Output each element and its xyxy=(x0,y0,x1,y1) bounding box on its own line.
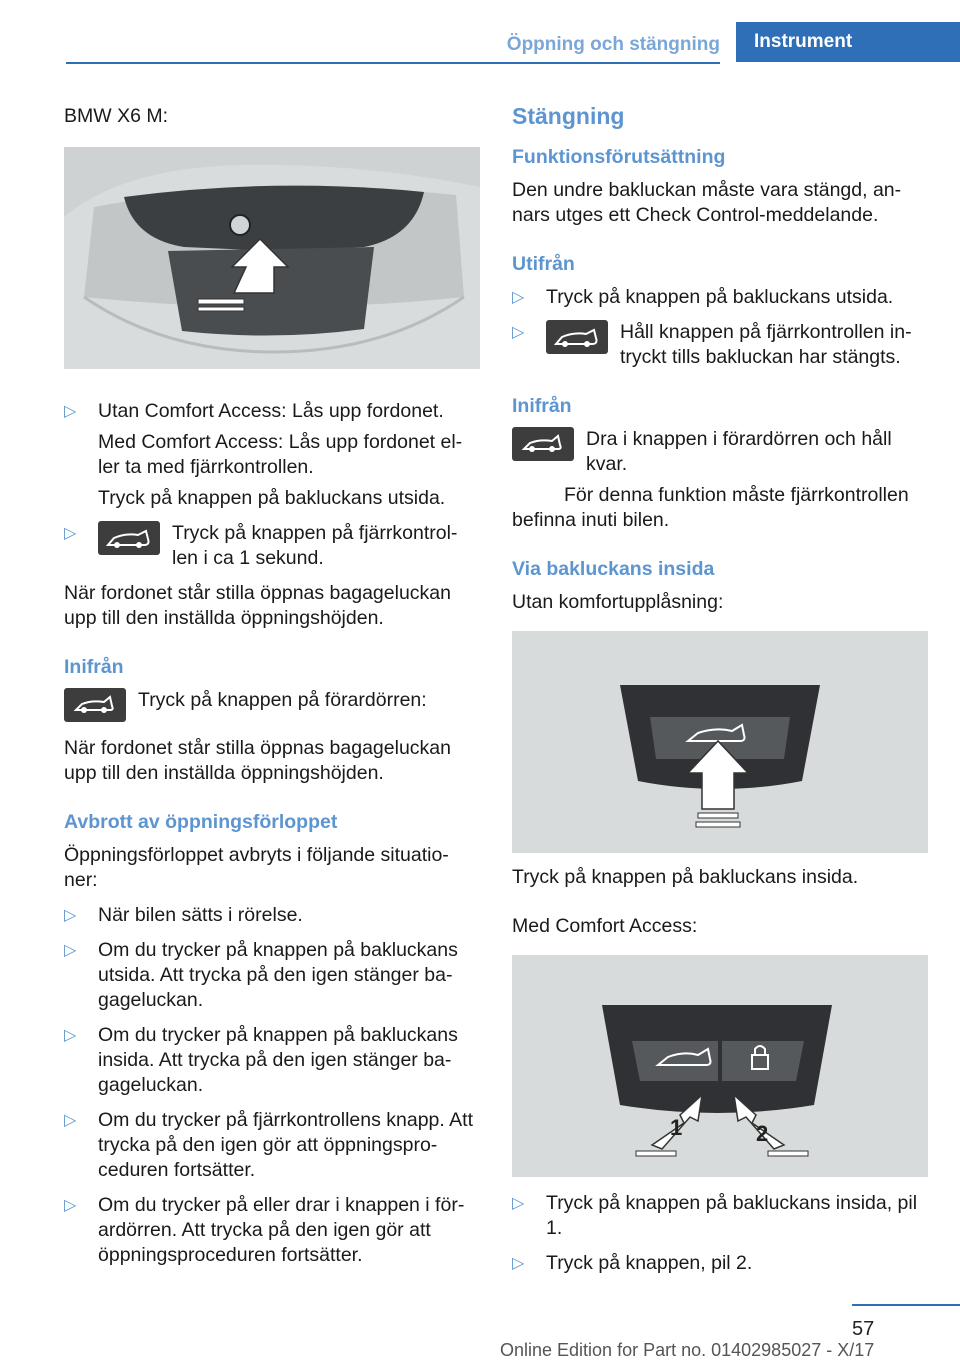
arrow-label-2: 2 xyxy=(756,1121,769,1146)
list-item: ▷ Utan Comfort Access: Lås upp fordonet. Med Comfort Access: Lås upp fordonet el-ler ta med fjärrkontrollen. Tryck på knappen på bakluckans utsida. xyxy=(64,400,463,509)
bullet-triangle-icon: ▷ xyxy=(512,324,525,341)
left-column: BMW X6 M: ▷ Utan Comfort Access: Lås upp fordonet. Med Comfort Access: Lås upp fordonet el-ler ta med fjärrkontrollen. Tryck på knappen på bakluckans utsida. ▷ Tryck på knappen på fjärrkontrol-len i ca 1 sekund. När fordonet står stilla öppnas bagageluckan upp till den inställda öppningshöjden. Inifrån Tryck på knappen på förardörren: När fordonet står stilla öppnas bagageluckan upp till den inställda öppningshöjden. Avbrott av öppningsförloppet Öppningsförloppet avbryts i följande situatio-ner: ▷ När bilen sätts i rörelse. ▷ Om du trycker på knappen på bakluckans utsida. Att trycka på den igen stänger ba-gageluckan. ▷ Om du trycker på knappen på bakluckans insida. Att trycka på den igen stänger ba-gageluckan. ▷ Om du trycker på fjärrkontrollens knapp. Att trycka på den igen gör att öppningspro-ceduren fortsätter. ▷ Om du trycker på eller drar i knappen i för-ardörren. Att trycka på den igen gör att öppningsproceduren fortsätter. xyxy=(64,104,480,1278)
page-header xyxy=(66,22,960,64)
section-heading: Inifrån xyxy=(512,395,572,417)
paragraph: Utan komfortupplåsning: xyxy=(512,591,724,613)
tailgate-inside-button-illustration xyxy=(512,631,928,853)
car-rear-illustration xyxy=(64,147,480,369)
header-rule xyxy=(66,62,720,64)
section-heading: Inifrån xyxy=(64,656,124,678)
bullet-triangle-icon: ▷ xyxy=(64,1027,77,1044)
chapter-tab: Instrument xyxy=(736,22,960,62)
list-item: ▷ Om du trycker på eller drar i knappen i för-ardörren. Att trycka på den igen gör att öppningsproceduren fortsätter. xyxy=(64,1194,465,1266)
section-heading: Via bakluckans insida xyxy=(512,558,715,580)
paragraph: För denna funktion måste fjärrkontrollen befinna inuti bilen. xyxy=(512,484,909,531)
remote-tailgate-key-icon xyxy=(98,521,160,555)
section-heading: Funktionsförutsättning xyxy=(512,146,726,168)
bullet-triangle-icon: ▷ xyxy=(64,907,77,924)
bullet-triangle-icon: ▷ xyxy=(512,289,525,306)
footer-rule xyxy=(852,1304,960,1306)
paragraph: Med Comfort Access: xyxy=(512,915,698,937)
section-heading: Utifrån xyxy=(512,253,575,275)
list-item: ▷ Håll knappen på fjärrkontrollen in-tryckt tills bakluckan har stängts. xyxy=(512,321,912,368)
bullet-triangle-icon: ▷ xyxy=(64,1197,77,1214)
bullet-triangle-icon: ▷ xyxy=(64,525,77,542)
paragraph: När fordonet står stilla öppnas bagageluckan upp till den inställda öppningshöjden. xyxy=(64,582,451,629)
page-title: Stängning xyxy=(512,103,625,129)
page-number: 57 xyxy=(852,1318,875,1340)
section-heading: Avbrott av öppningsförloppet xyxy=(64,811,338,833)
bullet-triangle-icon: ▷ xyxy=(64,403,77,420)
list-item: ▷ Om du trycker på fjärrkontrollens knapp. Att trycka på den igen gör att öppningspro-ceduren fortsätter. xyxy=(64,1109,473,1181)
paragraph: När fordonet står stilla öppnas bagageluckan upp till den inställda öppningshöjden. xyxy=(64,737,451,784)
caption: Tryck på knappen på bakluckans insida. xyxy=(512,866,859,888)
bullet-triangle-icon: ▷ xyxy=(512,1255,525,1272)
list-item: ▷ Tryck på knappen på bakluckans utsida. xyxy=(512,286,894,308)
right-column: Stängning Funktionsförutsättning Den undre bakluckan måste vara stängd, an-nars utges ett Check Control-meddelande. Utifrån ▷ Tryck på knappen på bakluckans utsida. ▷ Håll knappen på fjärrkontrollen in-tryckt tills bakluckan har stängts. Inifrån Dra i knappen i förardörren och håll kvar. För denna funktion måste fjärrkontrollen befinna inuti bilen. Via bakluckans insida Utan komfortupplåsning: Tryck på knappen på bakluckans insida. Med Comfort Access: 1 2 ▷ Tryck på knappen på bakluckans insida, pil 1. ▷ Tryck på knappen, pil 2. xyxy=(512,104,928,1286)
paragraph: Öppningsförloppet avbryts i följande situatio-ner: xyxy=(64,844,449,891)
edition-footer: Online Edition for Part no. 01402985027 - X/17 xyxy=(500,1340,875,1360)
list-item: ▷ Tryck på knappen på fjärrkontrol-len i ca 1 sekund. xyxy=(64,522,458,569)
bullet-triangle-icon: ▷ xyxy=(64,942,77,959)
section-title: Öppning och stängning xyxy=(506,34,720,55)
list-item: ▷ När bilen sätts i rörelse. xyxy=(64,904,303,926)
list-item: ▷ Om du trycker på knappen på bakluckans insida. Att trycka på den igen stänger ba-gageluckan. xyxy=(64,1024,458,1096)
door-tailgate-button-icon xyxy=(512,427,574,461)
model-label: BMW X6 M: xyxy=(64,105,169,127)
paragraph: Den undre bakluckan måste vara stängd, an-nars utges ett Check Control-meddelande. xyxy=(512,179,902,226)
door-tailgate-button-icon xyxy=(64,688,126,722)
list-item: ▷ Tryck på knappen på bakluckans insida, pil 1. xyxy=(512,1192,918,1239)
arrow-label-1: 1 xyxy=(670,1115,683,1140)
list-item: ▷ Tryck på knappen, pil 2. xyxy=(512,1252,753,1274)
list-item: ▷ Om du trycker på knappen på bakluckans utsida. Att trycka på den igen stänger ba-gageluckan. xyxy=(64,939,458,1011)
bullet-triangle-icon: ▷ xyxy=(512,1195,525,1212)
bullet-triangle-icon: ▷ xyxy=(64,1112,77,1129)
comfort-access-buttons-illustration xyxy=(512,955,928,1177)
remote-tailgate-key-icon xyxy=(546,320,608,354)
